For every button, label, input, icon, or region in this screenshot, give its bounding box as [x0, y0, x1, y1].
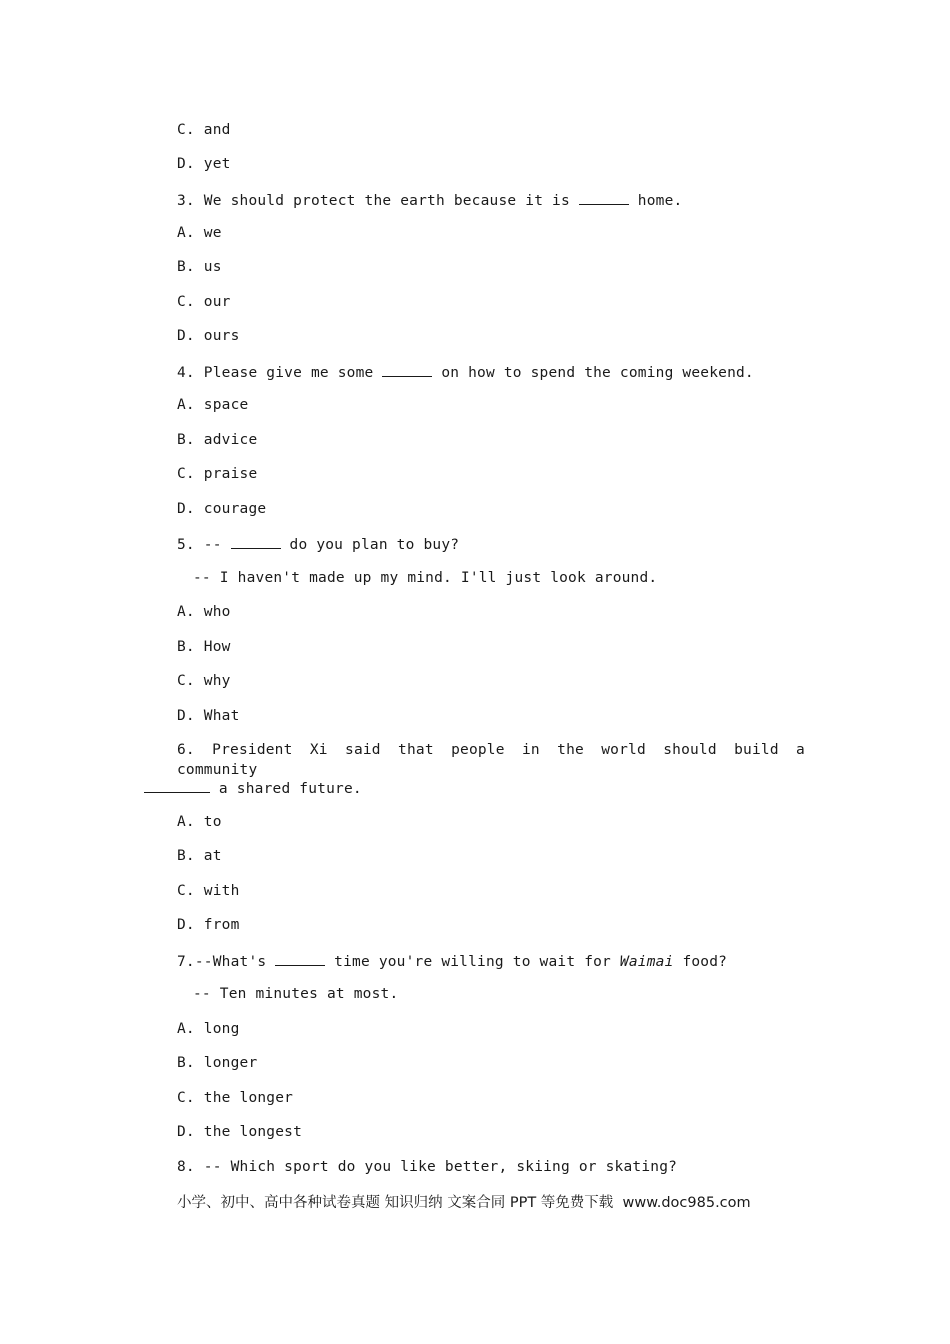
- answer-blank: [382, 361, 432, 377]
- option-d: D. What: [177, 708, 240, 724]
- option-d: D. ours: [177, 328, 240, 344]
- option-d: D. yet: [177, 156, 231, 172]
- question-7-stem: 7.--What's time you're willing to wait for Waimai food?: [177, 950, 727, 972]
- option-c: C. and: [177, 122, 231, 138]
- question-8-stem: 8. -- Which sport do you like better, skiing or skating?: [177, 1159, 678, 1175]
- option-b: B. advice: [177, 432, 258, 448]
- answer-blank: [275, 950, 325, 966]
- answer-blank: [231, 533, 281, 549]
- option-d: D. courage: [177, 501, 267, 517]
- option-b: B. at: [177, 848, 222, 864]
- option-c: C. with: [177, 883, 240, 899]
- option-c: C. why: [177, 673, 231, 689]
- option-a: A. long: [177, 1021, 240, 1037]
- option-d: D. the longest: [177, 1124, 303, 1140]
- question-6-stem-line2: a shared future.: [144, 777, 362, 799]
- option-a: A. we: [177, 225, 222, 241]
- waimai-term: Waimai: [619, 954, 674, 970]
- option-a: A. space: [177, 397, 249, 413]
- page-footer: 小学、初中、高中各种试卷真题 知识归纳 文案合同 PPT 等免费下载 www.doc985.com: [177, 1195, 751, 1211]
- question-4-stem: 4. Please give me some on how to spend the coming weekend.: [177, 361, 754, 383]
- option-b: B. us: [177, 259, 222, 275]
- option-a: A. to: [177, 814, 222, 830]
- question-5-reply: -- I haven't made up my mind. I'll just look around.: [193, 570, 658, 586]
- question-3-stem: 3. We should protect the earth because it is home.: [177, 189, 682, 211]
- question-7-reply: -- Ten minutes at most.: [193, 986, 399, 1002]
- option-c: C. the longer: [177, 1090, 294, 1106]
- option-c: C. praise: [177, 466, 258, 482]
- option-b: B. How: [177, 639, 231, 655]
- answer-blank: [144, 777, 210, 793]
- option-c: C. our: [177, 294, 231, 310]
- question-6-stem-line1: 6. President Xi said that people in the world should build a community: [177, 742, 805, 778]
- option-a: A. who: [177, 604, 231, 620]
- option-d: D. from: [177, 917, 240, 933]
- question-5-stem: 5. -- do you plan to buy?: [177, 533, 459, 555]
- answer-blank: [579, 189, 629, 205]
- option-b: B. longer: [177, 1055, 258, 1071]
